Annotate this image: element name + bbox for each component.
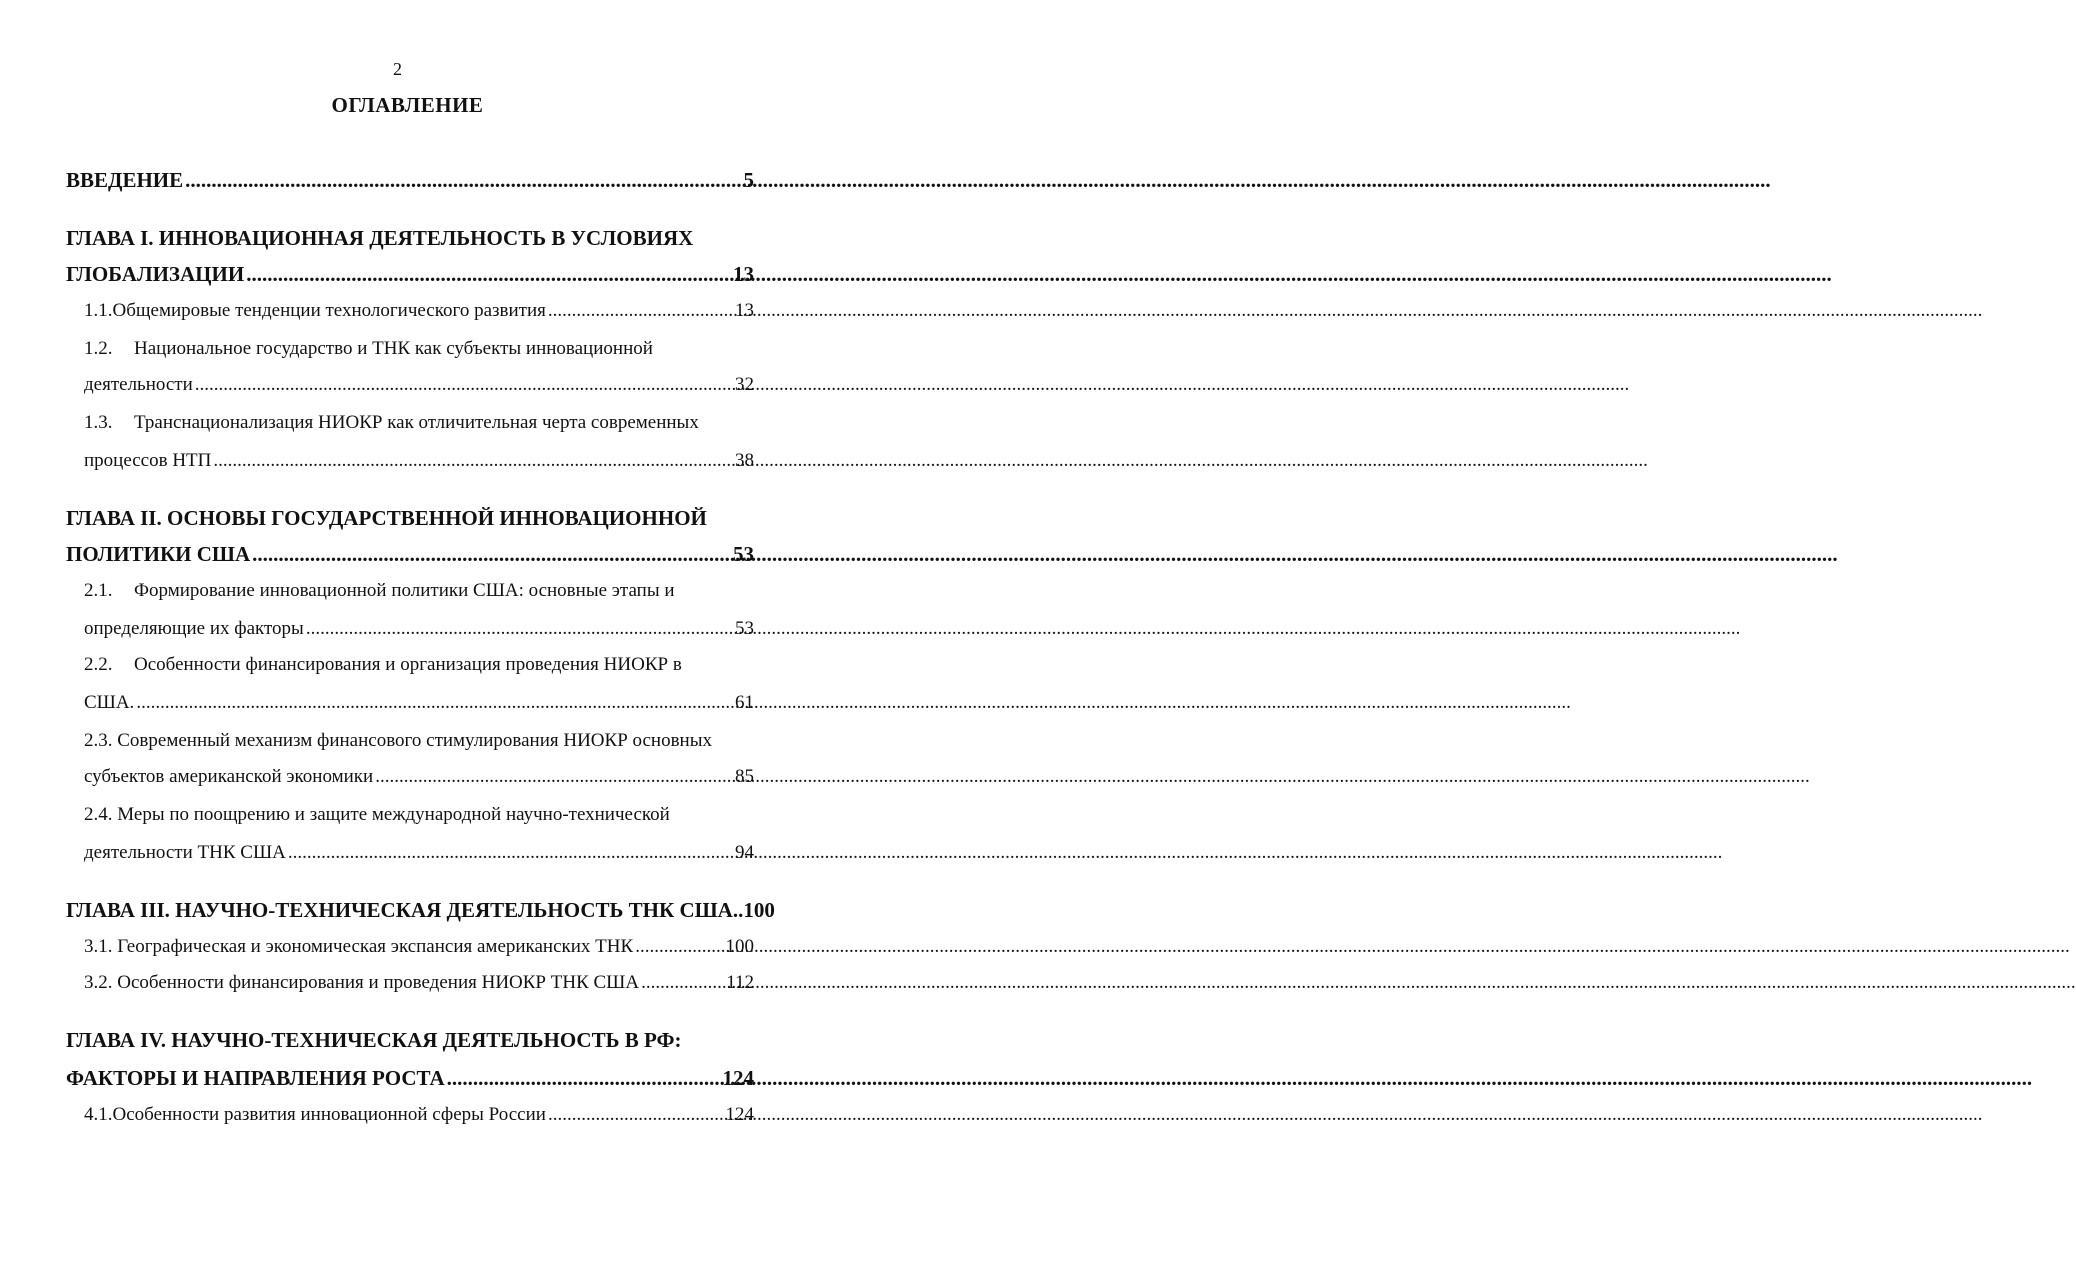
dot-leader <box>548 1104 724 1126</box>
dot-leader <box>246 262 731 287</box>
entry-title: определяющие их факторы <box>84 618 304 639</box>
entry-page: 100 <box>725 936 754 957</box>
section-number: 1.2. <box>84 338 113 359</box>
dot-leader <box>306 618 733 640</box>
dot-leader <box>447 1066 721 1091</box>
toc-chapter-2-title[interactable] <box>66 506 766 531</box>
entry-page: 124 <box>722 1066 754 1090</box>
toc-chapter-4-title[interactable] <box>66 1028 766 1053</box>
entry-title: ПОЛИТИКИ США <box>66 542 251 566</box>
entry-title: деятельности <box>84 374 193 395</box>
section-number: 2.1. <box>84 580 113 601</box>
toc-chapter-3[interactable] <box>66 898 775 923</box>
dot-leader <box>136 692 733 714</box>
toc-chapter-1-title[interactable] <box>66 226 766 251</box>
entry-title: США. <box>84 692 135 713</box>
entry-title: ГЛАВА IV. НАУЧНО-ТЕХНИЧЕСКАЯ ДЕЯТЕЛЬНОСТЬ В РФ: <box>66 1028 682 1052</box>
toc-section-2-4-title[interactable] <box>84 804 784 826</box>
entry-title: Формирование инновационной политики США: основные этапы и <box>134 580 675 601</box>
entry-title: Транснационализация НИОКР как отличительная черта современных <box>134 412 699 433</box>
dot-leader <box>375 766 733 788</box>
entry-page: 32 <box>735 374 754 395</box>
toc-section-2-3-title[interactable] <box>84 730 784 752</box>
entry-title: 3.1. Географическая и экономическая экспансия американских ТНК <box>84 936 634 957</box>
toc-chapter-2[interactable] <box>66 542 754 567</box>
toc-section-1-2-title[interactable] <box>84 338 774 360</box>
toc-entry-introduction[interactable] <box>66 168 754 193</box>
page-title: ОГЛАВЛЕНИЕ <box>331 93 484 117</box>
toc-chapter-1[interactable] <box>66 262 754 287</box>
page-number: 2 <box>393 59 402 79</box>
entry-page: 61 <box>735 692 754 713</box>
entry-page: 53 <box>735 618 754 639</box>
section-number: 1.1. <box>84 300 113 321</box>
entry-title: деятельности ТНК США <box>84 842 286 863</box>
section-number: 2.2. <box>84 654 113 675</box>
entry-page: 13 <box>735 300 754 321</box>
dot-leader <box>288 842 733 864</box>
section-number: 1.3. <box>84 412 113 433</box>
entry-title: ГЛАВА I. ИННОВАЦИОННАЯ ДЕЯТЕЛЬНОСТЬ В УСЛОВИЯХ <box>66 226 694 250</box>
entry-page: 53 <box>733 542 754 566</box>
entry-title: 2.4. Меры по поощрению и защите международной научно-технической <box>84 804 670 825</box>
entry-title: субъектов американской экономики <box>84 766 374 787</box>
toc-section-2-4[interactable] <box>84 842 754 864</box>
dot-leader <box>548 300 733 322</box>
section-number: 4.1. <box>84 1104 113 1125</box>
entry-title: ФАКТОРЫ И НАПРАВЛЕНИЯ РОСТА <box>66 1066 445 1090</box>
entry-title: ГЛАВА III. НАУЧНО-ТЕХНИЧЕСКАЯ ДЕЯТЕЛЬНОСТЬ ТНК США.. <box>66 898 744 922</box>
toc-section-1-1[interactable] <box>84 300 754 322</box>
toc-section-1-2[interactable] <box>84 374 754 396</box>
entry-page: 38 <box>735 450 754 471</box>
entry-title: ГЛОБАЛИЗАЦИИ <box>66 262 245 286</box>
toc-section-4-1[interactable] <box>84 1104 754 1126</box>
dot-leader <box>641 972 724 994</box>
entry-title: Особенности финансирования и организация проведения НИОКР в <box>134 654 682 675</box>
entry-title: процессов НТП <box>84 450 212 471</box>
entry-page: 100 <box>743 898 775 922</box>
toc-section-2-2[interactable] <box>84 692 754 714</box>
toc-section-3-1[interactable] <box>84 936 754 958</box>
dot-leader <box>635 936 723 958</box>
toc-section-2-1-title[interactable] <box>84 580 774 602</box>
entry-title: 2.3. Современный механизм финансового стимулирования НИОКР основных <box>84 730 712 751</box>
dot-leader <box>252 542 731 567</box>
entry-title: Особенности развития инновационной сферы России <box>112 1104 546 1125</box>
toc-section-2-2-title[interactable] <box>84 654 774 676</box>
dot-leader <box>195 374 733 396</box>
entry-page: 85 <box>735 766 754 787</box>
entry-title: Национальное государство и ТНК как субъекты инновационной <box>134 338 653 359</box>
toc-chapter-4[interactable] <box>66 1066 754 1091</box>
dot-leader <box>213 450 733 472</box>
entry-page: 13 <box>733 262 754 286</box>
entry-title: 3.2. Особенности финансирования и проведения НИОКР ТНК США <box>84 972 640 993</box>
toc-section-2-1[interactable] <box>84 618 754 640</box>
entry-title: ВВЕДЕНИЕ <box>66 168 184 192</box>
entry-page: 124 <box>725 1104 754 1125</box>
entry-title: ГЛАВА II. ОСНОВЫ ГОСУДАРСТВЕННОЙ ИННОВАЦИОННОЙ <box>66 506 707 530</box>
entry-page: 112 <box>726 972 754 993</box>
toc-section-2-3[interactable] <box>84 766 754 788</box>
toc-section-1-3-title[interactable] <box>84 412 784 434</box>
entry-page: 94 <box>735 842 754 863</box>
dot-leader <box>185 168 741 193</box>
toc-section-1-3[interactable] <box>84 450 754 472</box>
toc-section-3-2[interactable] <box>84 972 754 994</box>
entry-page: 5 <box>743 168 754 192</box>
entry-title: Общемировые тенденции технологического развития <box>112 300 546 321</box>
